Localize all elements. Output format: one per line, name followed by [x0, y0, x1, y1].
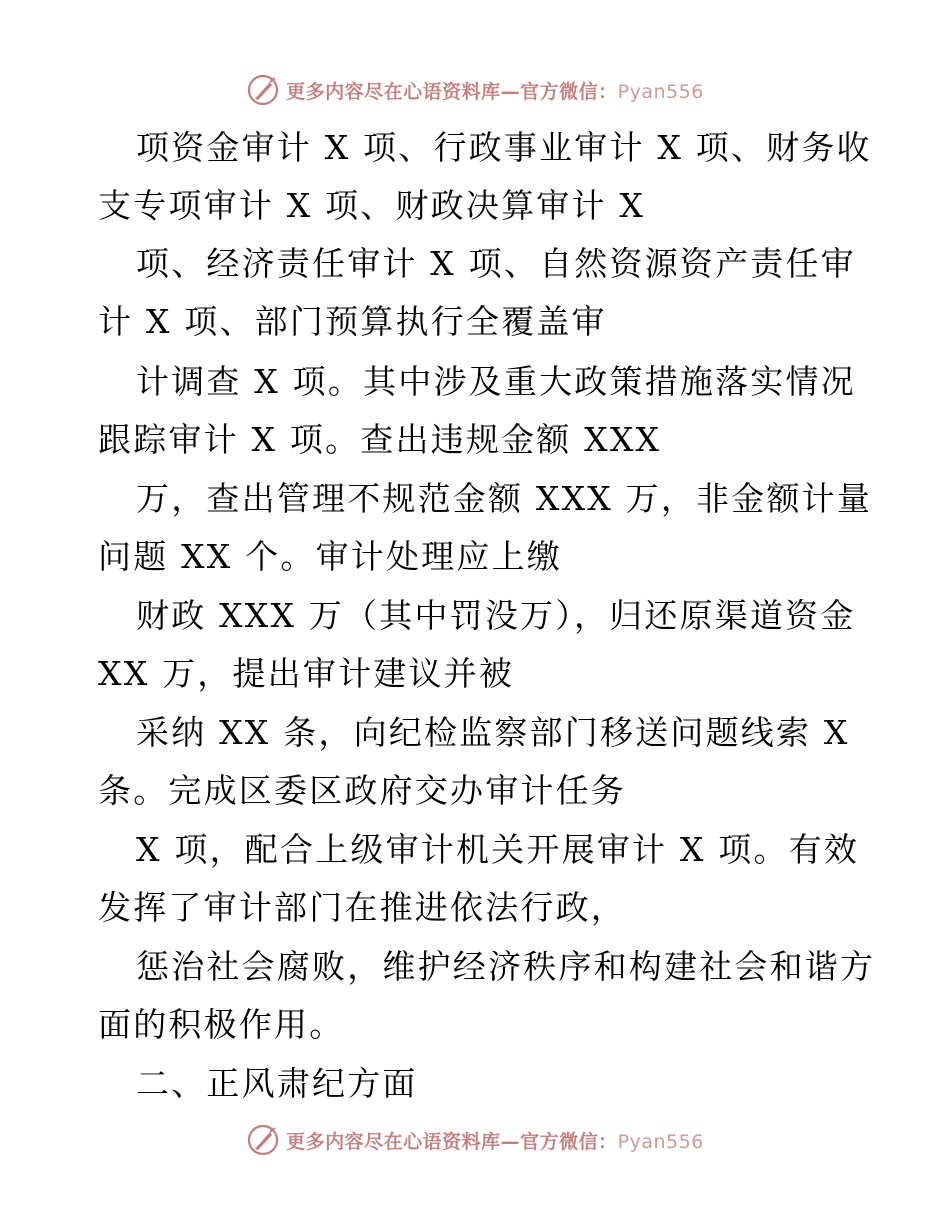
- header-watermark: [0, 70, 950, 110]
- body-line: 财政 XXX 万（其中罚没万），归还原渠道资金: [136, 596, 856, 635]
- watermark-text: 更多内容尽在心语资料库—官方微信：Pyan556: [286, 1130, 704, 1153]
- section-heading: 二、正风肃纪方面: [136, 1064, 418, 1103]
- body-line: 万，查出管理不规范金额 XXX 万，非金额计量: [136, 479, 873, 518]
- footer-watermark: [0, 1120, 950, 1160]
- body-line: X 项，配合上级审计机关开展审计 X 项。有效: [136, 830, 860, 869]
- quill-logo-icon: [246, 73, 280, 107]
- quill-logo-icon: [246, 1123, 280, 1157]
- body-line: 计 X 项、部门预算执行全覆盖审: [98, 302, 607, 341]
- body-line: 惩治社会腐败，维护经济秩序和构建社会和谐方: [136, 947, 876, 986]
- body-line: 问题 XX 个。审计处理应上缴: [98, 537, 562, 576]
- body-line: 跟踪审计 X 项。查出违规金额 XXX: [98, 420, 662, 459]
- body-line: 采纳 XX 条，向纪检监察部门移送问题线索 X: [136, 713, 850, 752]
- body-line: 项资金审计 X 项、行政事业审计 X 项、财务收: [136, 128, 872, 167]
- body-line: 计调查 X 项。其中涉及重大政策措施落实情况: [136, 362, 856, 401]
- body-line: XX 万，提出审计建议并被: [98, 654, 515, 693]
- body-line: 条。完成区委区政府交办审计任务: [98, 771, 626, 810]
- body-line: 项、经济责任审计 X 项、自然资源资产责任审: [136, 244, 856, 283]
- body-line: 面的积极作用。: [98, 1005, 345, 1044]
- body-line: 支专项审计 X 项、财政决算审计 X: [98, 186, 646, 225]
- watermark-text: 更多内容尽在心语资料库—官方微信：Pyan556: [286, 80, 704, 103]
- body-line: 发挥了审计部门在推进依法行政，: [98, 888, 626, 927]
